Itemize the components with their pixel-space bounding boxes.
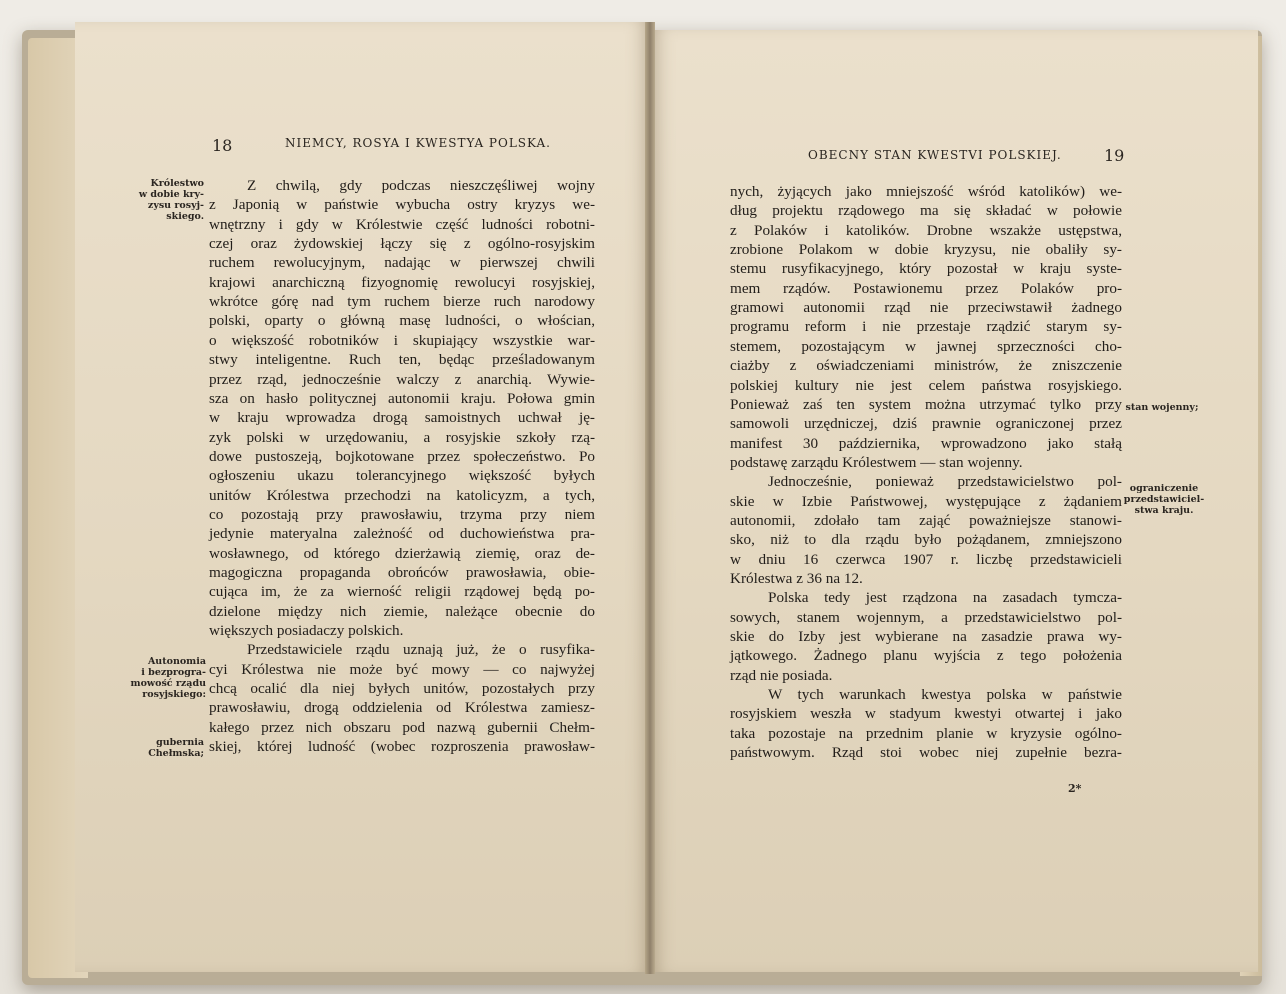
right-text-line: Ponieważ zaś ten system można utrzymać tylko przy [730, 395, 1122, 413]
margin-note-line: mowość rządu [130, 678, 206, 689]
right-text-line: autonomii, zdołało tam zająć poważniejsze stanowi- [730, 511, 1122, 529]
right-text-line: mem rządów. Postawionemu przez Polaków pro- [730, 279, 1122, 297]
left-text-line: Przedstawiciele rządu uznają już, że o rusyfika- [247, 641, 595, 659]
right-text-line: rząd nie posiada. [730, 666, 833, 684]
left-text-line: czej oraz żydowskiej łączy się z ogólno-rosyjskim [209, 235, 595, 253]
left-text-line: jedynie materyalna zależność od duchowieństwa pra- [209, 525, 595, 543]
left-text-line: dzielone między nich ziemie, należące obecnie do [209, 602, 595, 620]
left-text-line: o większość robotników i skupiający wszystkie war- [209, 331, 595, 349]
right-text-line: dług projektu rządowego ma się składać w połowie [730, 202, 1122, 220]
left-text-line: cująca im, że za wierność religii rządowej będą po- [209, 583, 595, 601]
right-text-line: Królestwa z 36 na 12. [730, 570, 863, 587]
left-text-line: stwy inteligentne. Ruch ten, będąc prześladowanym [209, 351, 595, 369]
left-text-line: ogłoszeniu ukazu tolerancyjnego większość byłych [209, 467, 595, 485]
right-running-head: OBECNY STAN KWESTVI POLSKIEJ. [808, 148, 1062, 162]
left-text-line: w kraju wprowadza drogą samoistnych uchwał ję- [209, 409, 595, 427]
right-text-line: W tych warunkach kwestya polska w państwie [768, 686, 1122, 704]
right-text-line: jątkowego. Żadnego planu wyjścia z tego położenia [730, 647, 1122, 665]
left-text-line: przez rząd, jednocześnie walczy z anarchią. Wywie- [209, 370, 595, 388]
left-text-line: cyi Królestwa nie może być mowy — co najwyżej [209, 660, 595, 678]
margin-note-autonomia [122, 656, 206, 700]
signature-mark: 2* [1068, 782, 1082, 795]
right-text-line: sowych, stanem wojennym, a przedstawicielstwo pol- [730, 608, 1122, 626]
left-text-line: prawosławiu, drogą oddzielenia od Królestwa zamiesz- [209, 699, 595, 717]
margin-note-line: skiego. [166, 211, 204, 222]
left-text-line: zyk polski w urzędowaniu, a rosyjskie szkoły rzą- [209, 428, 595, 446]
margin-note-line: zysu rosyj- [147, 200, 204, 211]
right-text-line: Jednocześnie, ponieważ przedstawicielstwo pol- [768, 473, 1122, 491]
left-text-line: krajowi anarchiczną fizyognomię rewolucyi rosyjskiej, [209, 273, 595, 291]
right-text-line: nych, żyjących jako mniejszość wśród katolików) we- [730, 183, 1122, 200]
margin-note-line: ograniczenie [1129, 483, 1199, 494]
right-page-number: 19 [1104, 146, 1125, 165]
right-text-line: zrobione Polakom w dobie kryzysu, nie obaliły sy- [730, 241, 1122, 259]
right-text-line: skie w Izbie Państwowej, występujące z żądaniem [730, 492, 1122, 510]
right-text-line: stemu rusyfikacyjnego, który pozostał w kraju syste- [730, 260, 1122, 278]
left-text-line: chcą ocalić dla niej byłych unitów, pozostałych przy [209, 680, 595, 698]
right-text-line: ciażby z oświadczeniami ministrów, że zniszczenie [730, 357, 1122, 375]
right-text-line: sko, niż to dla rządu było pożądanem, zmniejszono [730, 531, 1122, 549]
right-text-line: z Polaków i katolików. Drobne wszakże ustępstwa, [730, 221, 1122, 239]
margin-note-line: gubernia [156, 737, 204, 748]
left-text-line: magogiczna propaganda obrońców prawosławia, obie- [209, 564, 595, 581]
margin-note-krolestwo [128, 178, 204, 222]
right-text-line: Polska tedy jest rządzona na zasadach tymcza- [768, 589, 1122, 607]
margin-note-line: stwa kraju. [1134, 505, 1194, 516]
left-text-line: wnętrzny i gdy w Królestwie część ludności robotni- [209, 215, 595, 233]
right-text-line: polskiej kultury nie jest celem państwa rosyjskiego. [730, 376, 1122, 394]
left-text-line: wosławnego, od którego dzierżawią ziemię, oraz de- [209, 544, 595, 562]
right-text-line: w dniu 16 czerwca 1907 r. liczbę przedstawicieli [730, 550, 1122, 568]
left-running-head: NIEMCY, ROSYA I KWESTYA POLSKA. [285, 136, 551, 150]
left-text-line: z Japonią w państwie wybucha ostry kryzys we- [209, 196, 595, 214]
book-gutter [645, 22, 655, 974]
right-text-line: manifest 30 października, wprowadzono jako stałą [730, 434, 1122, 452]
right-text-line: rosyjskiem weszła w stadyum kwestyi otwartej i jako [730, 705, 1122, 723]
margin-note-line: Chełmska; [148, 748, 204, 759]
right-text-line: taka pozostaje na przednim planie w kryzysie ogólno- [730, 724, 1122, 742]
left-text-line: co pozostają przy prawosławiu, trzyma przy niem [209, 505, 595, 523]
margin-note-line: stan wojenny; [1125, 402, 1199, 413]
left-text-line: Z chwilą, gdy podczas nieszczęśliwej wojny [247, 177, 595, 194]
left-text-line: unitów Królestwa przechodzi na katolicyzm, a tych, [209, 486, 595, 504]
right-text-line: stemem, pozostającym w jawnej sprzeczności cho- [730, 337, 1122, 355]
left-text-line: ruchem rewolucyjnym, nadając w pierwszej chwili [209, 254, 595, 272]
right-text-line: gramowi autonomii rząd nie przeciwstawił żadnego [730, 299, 1122, 317]
margin-note-ograniczenie [1118, 483, 1210, 516]
left-text-line: kałego przez nich obszaru pod nazwą gubernii Chełm- [209, 718, 595, 736]
left-text-line: sza on hasło politycznej autonomii kraju. Połowa gmin [209, 389, 595, 407]
margin-note-line: i bezprogra- [141, 667, 206, 678]
margin-note-line: Autonomia [147, 656, 206, 667]
margin-note-stan-wojenny [1122, 402, 1202, 413]
right-text-line: programu reform i nie przestaje rządzić starym sy- [730, 318, 1122, 336]
left-text-line: skiej, której ludność (wobec rozproszenia prawosław- [209, 738, 595, 756]
margin-note-line: przedstawiciel- [1123, 494, 1205, 505]
right-text-line: samowoli urzędniczej, dziś prawnie ograniczonej przez [730, 415, 1122, 433]
margin-note-line: w dobie kry- [138, 189, 204, 200]
left-text-line: dowe pustoszeją, bojkotowane przez społeczeństwo. Po [209, 447, 595, 465]
left-page-number: 18 [212, 136, 233, 155]
left-text-line: wkrótce górę nad tym ruchem bierze ruch narodowy [209, 293, 595, 311]
left-text-line: polski, oparty o główną masę ludności, o włościan, [209, 312, 595, 330]
margin-note-line: rosyjskiego: [142, 689, 206, 700]
left-text-line: większych posiadaczy polskich. [209, 622, 404, 640]
right-text-line: podstawę zarządu Królestwem — stan wojenny. [730, 453, 1023, 471]
right-text-line: skie do Izby jest wybierane na zasadzie prawa wy- [730, 628, 1122, 646]
margin-note-line: Królestwo [150, 178, 204, 189]
margin-note-gubernia [128, 737, 204, 759]
right-text-line: państwowym. Rząd stoi wobec niej zupełnie bezra- [730, 744, 1122, 762]
